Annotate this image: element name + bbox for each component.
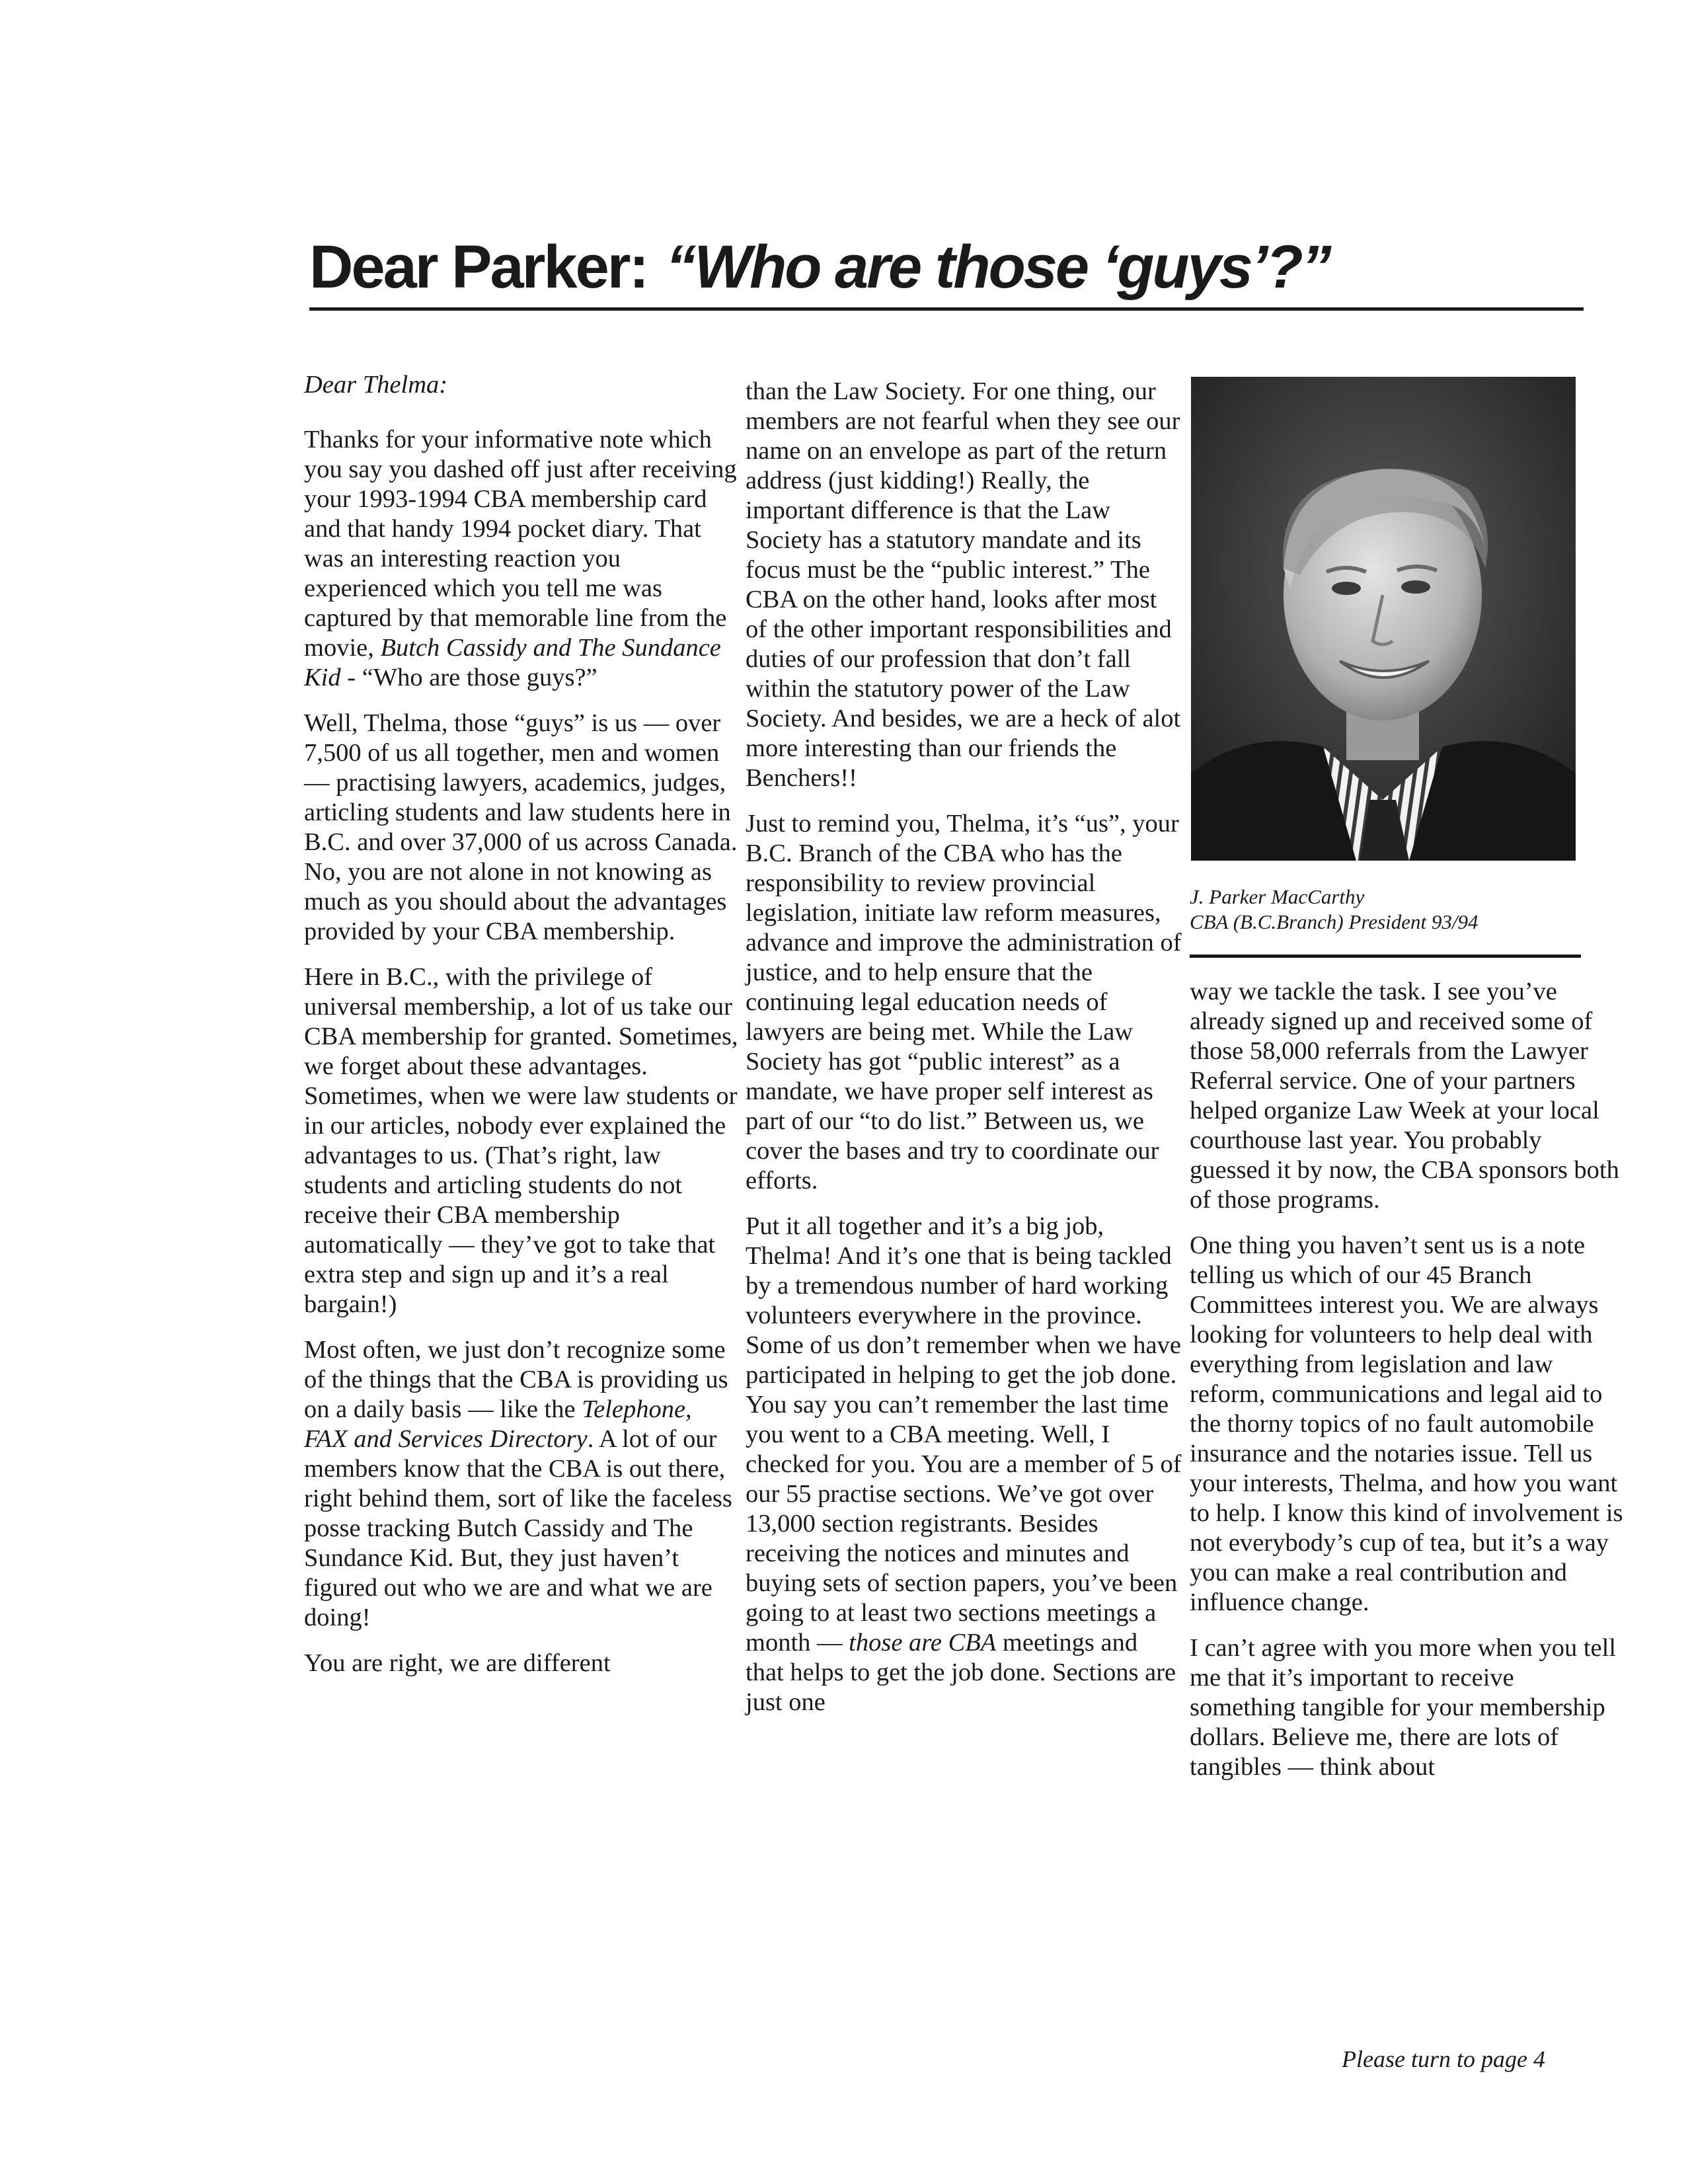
emphasis-cba-meetings: those are CBA bbox=[849, 1629, 997, 1657]
letter-paragraph-7: Put it all together and it’s a big job, Thelma! And it’s one that is being tackled by a tremendous number of hard working volunteers everywhere in the province. Some of us don’t remember when we have participated in helping to get the job done. You say you can’t remember the last time you went to a CBA meeting. Well, I checked for you. You are a member of 5 of our 55 practise sections. We’ve got over 13,000 section registrants. Besides receiving the notices and minutes and buying sets of section papers, you’ve been going to at least two sections meetings a month — those are CBA meetings and that helps to get the job done. Sections are just one bbox=[746, 1212, 1182, 1716]
letter-paragraph-7-continued: way we tackle the task. I see you’ve already signed up and received some of those 58,000 referrals from the Lawyer Referral service. One of your partners helped organize Law Week at your local courthouse last year. You probably guessed it by now, the CBA sponsors both of those programs. bbox=[1190, 978, 1619, 1214]
caption-divider bbox=[1190, 955, 1581, 958]
letter-paragraph-2: Well, Thelma, those “guys” is us — over 7,500 of us all together, men and women — practising lawyers, academics, judges, articling students and law students here in B.C. and over 37,000 of us across Canada. No, you are not alone in not knowing as much as you should about the advantages provided by your CBA membership. bbox=[304, 709, 738, 945]
president-portrait-photo bbox=[1191, 377, 1576, 861]
photo-caption bbox=[1190, 884, 1586, 935]
caption-role: CBA (B.C.Branch) President 93/94 bbox=[1190, 910, 1479, 933]
directory-title: Telephone, FAX and Services Directory bbox=[304, 1395, 692, 1453]
letter-paragraph-3: Here in B.C., with the privilege of universal membership, a lot of us take our CBA membership for granted. Sometimes, we forget about these advantages. Sometimes, when we were law students or in our articles, nobody ever explained the advantages to us. (That’s right, law students and articling students do not receive their CBA membership automatically — they’ve got to take that extra step and sign up and it’s a real bargain!) bbox=[304, 963, 738, 1318]
letter-column-3 bbox=[1190, 977, 1626, 1798]
letter-paragraph-4: Most often, we just don’t recognize some of the things that the CBA is providing us on a daily basis — like the Telephone, FAX and Services Directory. A lot of our members know that the CBA is out there, right behind them, sort of like the faceless posse tracking Butch Cassidy and The Sundance Kid. But, they just haven’t figured out who we are and what we are doing! bbox=[304, 1336, 732, 1631]
article-title bbox=[309, 233, 1330, 302]
film-title: Butch Cassidy and The Sundance Kid bbox=[304, 634, 721, 691]
letter-salutation: Dear Thelma: bbox=[304, 371, 448, 399]
letter-paragraph-8: One thing you haven’t sent us is a note telling us which of our 45 Branch Committees interest you. We are always looking for volunteers to help deal with everything from legislation and law reform, communications and legal aid to the thorny topics of no fault automobile insurance and the notaries issue. Tell us your interests, Thelma, and how you want to help. I know this kind of involvement is not everybody’s cup of tea, but it’s a way you can make a real contribution and influence change. bbox=[1190, 1231, 1623, 1616]
letter-paragraph-1: Thanks for your informative note which you say you dashed off just after receiving your 1993-1994 CBA membership card and that handy 1994 pocket diary. That was an interesting reaction you experienced which you tell me was captured by that memorable line from the movie, Butch Cassidy and The Sundance Kid - “Who are those guys?” bbox=[304, 426, 737, 691]
continuation-note: Please turn to page 4 bbox=[1342, 2046, 1545, 2072]
title-question: “Who are those ‘guys’?” bbox=[666, 233, 1330, 301]
letter-column-1 bbox=[304, 370, 740, 1694]
letter-paragraph-5-start: You are right, we are different bbox=[304, 1649, 611, 1677]
title-main: Dear Parker: bbox=[309, 233, 648, 301]
letter-paragraph-6: Just to remind you, Thelma, it’s “us”, your B.C. Branch of the CBA who has the responsibility to review provincial legislation, initiate law reform measures, advance and improve the administration of justice, and to help ensure that the continuing legal education needs of lawyers are being met. While the Law Society has got “public interest” as a mandate, we have proper self interest as part of our “to do list.” Between us, we cover the bases and try to coordinate our efforts. bbox=[746, 810, 1182, 1194]
letter-paragraph-5-continued: than the Law Society. For one thing, our members are not fearful when they see our name on an envelope as part of the return address (just kidding!) Really, the important difference is that the Law Society has a statutory mandate and its focus must be the “public interest.” The CBA on the other hand, looks after most of the other important responsibilities and duties of our profession that don’t fall within the statutory power of the Law Society. And besides, we are a heck of alot more interesting than our friends the Benchers!! bbox=[746, 377, 1181, 792]
letter-column-2 bbox=[746, 377, 1182, 1733]
portrait-image bbox=[1191, 377, 1576, 861]
title-divider bbox=[309, 307, 1584, 311]
caption-name: J. Parker MacCarthy bbox=[1190, 885, 1365, 908]
letter-paragraph-9: I can’t agree with you more when you tell me that it’s important to receive something tangible for your membership dollars. Believe me, there are lots of tangibles — think about bbox=[1190, 1634, 1617, 1781]
